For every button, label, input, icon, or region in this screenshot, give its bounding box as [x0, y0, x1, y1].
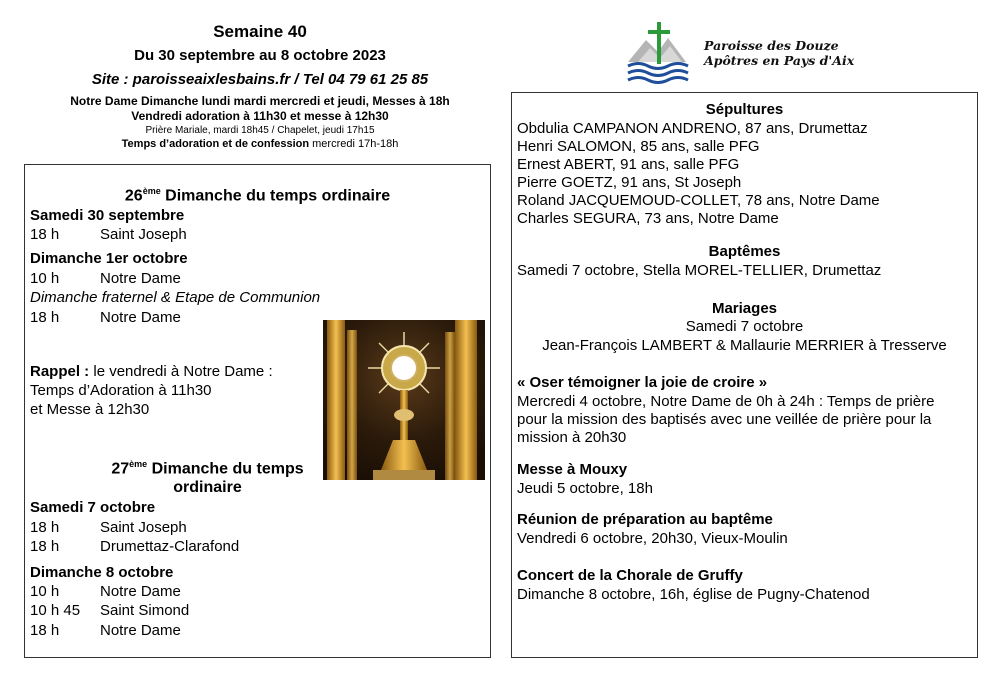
mass-place: Saint Joseph — [100, 226, 187, 243]
masses-info: Notre Dame Dimanche lundi mardi mercredi et jeudi, Messes à 18h — [70, 94, 450, 108]
mass-place: Saint Joseph — [100, 519, 187, 536]
sunday27-sup: ème — [129, 459, 148, 469]
sunday26-sup: ème — [142, 186, 161, 196]
reminder-text2: Temps d’Adoration à 11h30 — [30, 382, 212, 399]
sunday26-title — [30, 182, 485, 205]
burials-list — [517, 120, 880, 228]
burials-title: Sépultures — [705, 101, 784, 118]
oser-title: « Oser témoigner la joie de croire » — [517, 374, 768, 391]
confession-label: Temps d’adoration et de confession — [121, 138, 310, 150]
list-item: Charles SEGURA, 73 ans, Notre Dame — [517, 210, 779, 227]
oser-text — [517, 393, 975, 447]
oser-line: Mercredi 4 octobre, Notre Dame de 0h à 24h : Temps de prière — [517, 393, 935, 410]
reminder-block — [30, 362, 315, 419]
mass-time: 18 h — [30, 226, 60, 243]
adoration-info: Vendredi adoration à 11h30 et messe à 12h30 — [131, 109, 389, 123]
schedule-row — [30, 518, 187, 537]
mass-place: Notre Dame — [100, 309, 181, 326]
sunday27-number: 27 — [111, 460, 130, 478]
schedule-row — [30, 269, 181, 288]
baptisms-text: Samedi 7 octobre, Stella MOREL-TELLIER, Drumettaz — [517, 262, 882, 279]
sun8-heading: Dimanche 8 octobre — [30, 564, 174, 581]
weddings-date: Samedi 7 octobre — [685, 318, 804, 335]
list-item: Henri SALOMON, 85 ans, salle PFG — [517, 138, 760, 155]
oser-line: pour la mission des baptisés avec une veillée de prière pour la — [517, 411, 932, 428]
weddings-title: Mariages — [711, 300, 778, 317]
bulletin-header — [40, 22, 480, 152]
sun1-heading: Dimanche 1er octobre — [30, 250, 188, 267]
reminder-label: Rappel : — [30, 363, 90, 380]
baptisms-title: Baptêmes — [708, 243, 781, 260]
list-item: Ernest ABERT, 91 ans, salle PFG — [517, 156, 740, 173]
sat7-heading: Samedi 7 octobre — [30, 499, 156, 516]
mass-time: 10 h — [30, 583, 60, 600]
sat30-heading: Samedi 30 septembre — [30, 207, 185, 224]
confession-info — [40, 137, 480, 152]
prayer-info: Prière Mariale, mardi 18h45 / Chapelet, jeudi 17h15 — [145, 125, 375, 136]
reminder-text1: le vendredi à Notre Dame : — [89, 363, 273, 380]
date-range: Du 30 septembre au 8 octobre 2023 — [134, 47, 386, 64]
site-phone: Site : paroisseaixlesbains.fr / Tel 04 79 61 25 85 — [91, 71, 429, 88]
list-item: Pierre GOETZ, 91 ans, St Joseph — [517, 174, 742, 191]
mass-place: Notre Dame — [100, 583, 181, 600]
concert-title: Concert de la Chorale de Gruffy — [517, 567, 743, 584]
mouxy-text: Jeudi 5 octobre, 18h — [517, 480, 653, 497]
concert-text: Dimanche 8 octobre, 16h, église de Pugny-Chatenod — [517, 586, 870, 603]
parish-name-line2: Apôtres en Pays d'Aix — [704, 53, 855, 68]
week-title: Semaine 40 — [213, 22, 307, 41]
list-item: Roland JACQUEMOUD-COLLET, 78 ans, Notre Dame — [517, 192, 880, 209]
reminder-text3: et Messe à 12h30 — [30, 401, 150, 418]
mass-time: 10 h — [30, 270, 60, 287]
schedule-row — [30, 621, 181, 640]
schedule-row — [30, 225, 187, 244]
sun1-note: Dimanche fraternel & Etape de Communion — [30, 289, 321, 306]
mass-time: 18 h — [30, 519, 60, 536]
sunday27-rest: Dimanche du temps — [147, 460, 304, 478]
parish-name-line1: Paroisse des Douze — [704, 38, 839, 53]
mass-time: 18 h — [30, 622, 60, 639]
mass-time: 10 h 45 — [30, 602, 81, 619]
confession-time: mercredi 17h-18h — [309, 138, 399, 150]
schedule-row — [30, 582, 181, 601]
sunday27-title — [30, 455, 385, 497]
reunion-title: Réunion de préparation au baptême — [517, 511, 773, 528]
reminder-line1 — [30, 362, 315, 381]
mass-time: 18 h — [30, 538, 60, 555]
mass-place: Notre Dame — [100, 270, 181, 287]
schedule-row — [30, 308, 181, 327]
sunday27-title-line2: ordinaire — [173, 479, 242, 497]
reunion-text: Vendredi 6 octobre, 20h30, Vieux-Moulin — [517, 530, 788, 547]
sunday26-rest: Dimanche du temps ordinaire — [160, 187, 391, 205]
sunday27-title-line1 — [30, 455, 385, 478]
list-item: Obdulia CAMPANON ANDRENO, 87 ans, Drumettaz — [517, 120, 868, 137]
mass-place: Drumettaz-Clarafond — [100, 538, 240, 555]
schedule-row — [30, 537, 239, 556]
parish-name — [704, 38, 854, 68]
mass-time: 18 h — [30, 309, 60, 326]
schedule-row — [30, 601, 189, 620]
mass-place: Saint Simond — [100, 602, 190, 619]
oser-line: mission à 20h30 — [517, 429, 627, 446]
mass-place: Notre Dame — [100, 622, 181, 639]
sunday26-number: 26 — [124, 187, 143, 205]
mouxy-title: Messe à Mouxy — [517, 461, 628, 478]
weddings-couple: Jean-François LAMBERT & Mallaurie MERRIER à Tresserve — [542, 337, 947, 354]
